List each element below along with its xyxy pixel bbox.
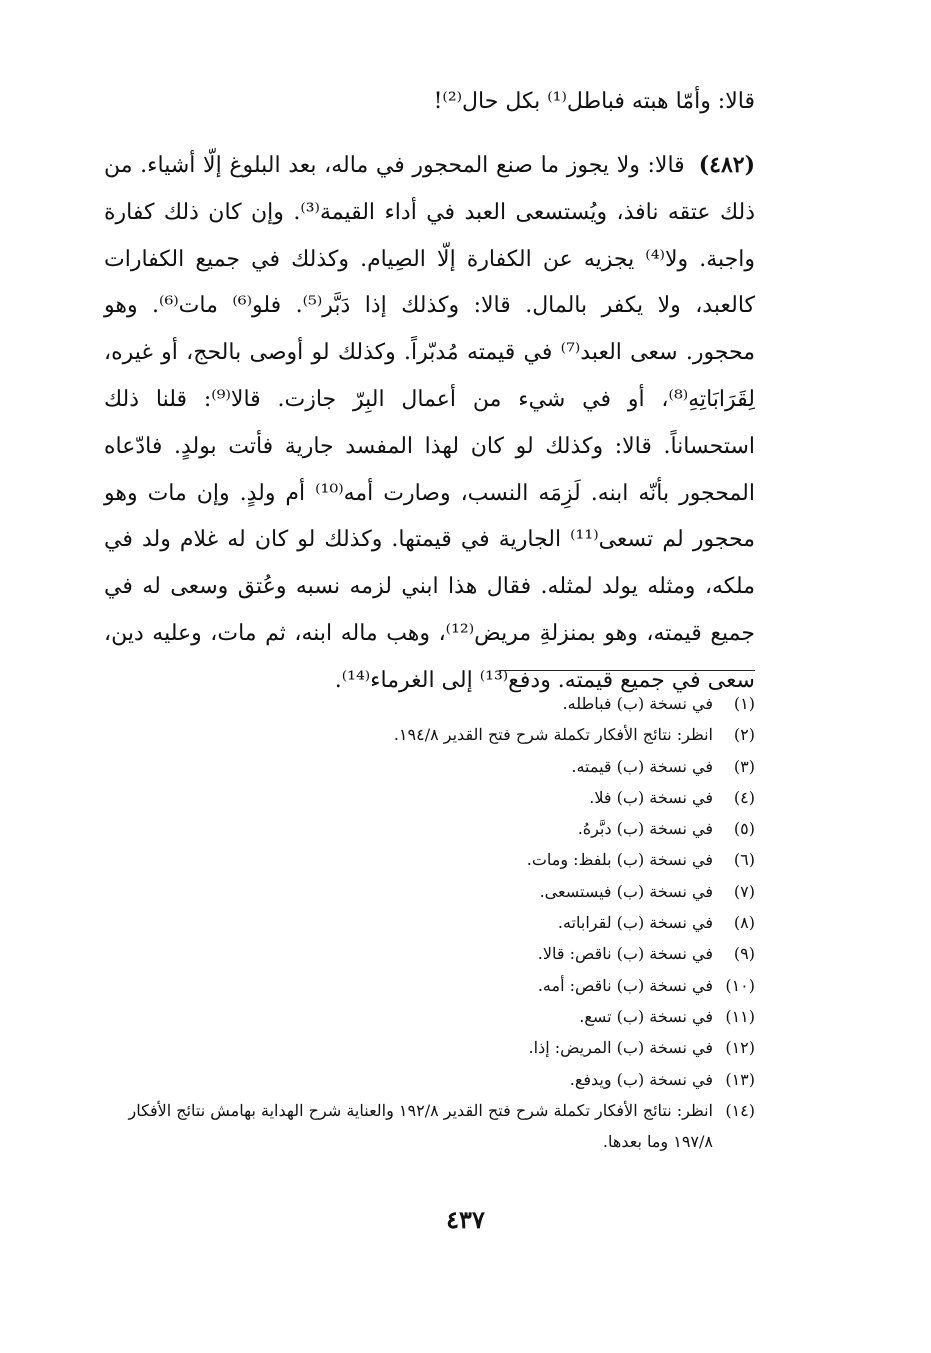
footnote-number: (٧) (733, 881, 755, 901)
footnote-number: (١٠) (725, 975, 755, 995)
footnote-text: في نسخة (ب) ناقص: قالا. (537, 944, 713, 964)
footnote-number: (٩) (733, 944, 755, 964)
footnote-text: في نسخة (ب) تسع. (579, 1006, 713, 1026)
footnote-item (104, 876, 755, 907)
footnote-text: انظر: نتائج الأفكار تكملة شرح فتح القدير ١٩٢/٨ والعناية شرح الهداية بهامش نتائج الأفكار ١٩٧/٨ وما بعدها. (128, 1100, 713, 1152)
footnote-item (104, 1064, 755, 1095)
footnote-item (104, 782, 755, 813)
paragraph-number: (٤٨٢) (698, 152, 755, 178)
footnotes-list (104, 688, 755, 1157)
footnote-text: في نسخة (ب) فلا. (589, 787, 713, 807)
footnote-item (104, 813, 755, 844)
footnote-text: في نسخة (ب) بلفظ: ومات. (526, 850, 713, 870)
footnote-text: في نسخة (ب) ويدفع. (569, 1069, 713, 1089)
opening-line: قالا: وأمّا هبته فباطل⁽¹⁾ بكل حال⁽²⁾! (433, 89, 755, 114)
page-number: ٤٣٧ (446, 1205, 485, 1234)
footnote-text: في نسخة (ب) قيمته. (571, 756, 713, 776)
footnote-text: في نسخة (ب) لقراباته. (557, 913, 713, 933)
footnote-item (104, 1001, 755, 1032)
footnote-item (104, 1032, 755, 1063)
footnote-number: (١١) (725, 1006, 755, 1026)
footnote-text: في نسخة (ب) فيستسعى. (539, 881, 713, 901)
footnote-number: (١٣) (725, 1069, 755, 1089)
paragraph-text: قالا: ولا يجوز ما صنع المحجور في ماله، بعد البلوغ إلّا أشياء. من ذلك عتقه نافذ، ويُستسعى العبد في أداء القيمة⁽³⁾. وإن كان ذلك كفارة واجبة. ولا⁽⁴⁾ يجزيه عن الكفارة إلّا الصِيام. وكذلك في جميع الكفارات كالعبد، ولا يكفر بالمال. قالا: وكذلك إذا دَبَّر⁽⁵⁾. فلو⁽⁶⁾ مات⁽⁶⁾. وهو محجور. سعى العبد⁽⁷⁾ في قيمته مُدبّراً. وكذلك لو أوصى بالحج، أو غيره، لِقَرَابَاتِهِ⁽⁸⁾، أو في شيء من أعمال البِرّ جازت. قالا⁽⁹⁾: قلنا ذلك استحساناً. قالا: وكذلك لو كان لهذا المفسد جارية فأتت بولدٍ. فادّعاه المحجور بأنّه ابنه. لَزِمَه النسب، وصارت أمه⁽¹⁰⁾ أم ولدٍ. وإن مات وهو محجور لم تسعى⁽¹¹⁾ الجارية في قيمتها. وكذلك لو كان له غلام ولد في ملكه، ومثله يولد لمثله. فقال هذا ابني لزمه نسبه وعُتق وسعى له في جميع قيمته، وهو بمنزلةِ مريض⁽¹²⁾، وهب ماله ابنه، ثم مات، وعليه دين، سعى في جميع قيمته. ودفع⁽¹³⁾ إلى الغرماء⁽¹⁴⁾. (104, 153, 756, 693)
footnote-number: (٥) (733, 819, 755, 839)
footnote-number: (١) (733, 694, 755, 713)
footnote-text: انظر: نتائج الأفكار تكملة شرح فتح القدير ١٩٤/٨. (393, 725, 713, 745)
footnote-text: في نسخة (ب) ناقص: أمه. (537, 975, 713, 995)
footnote-text: في نسخة (ب) دبَّرهُ. (577, 819, 713, 839)
footnote-number: (٢) (733, 725, 755, 745)
footnote-item (104, 844, 755, 875)
footnote-text: في نسخة (ب) فباطله. (562, 694, 713, 713)
footnote-text: في نسخة (ب) المريض: إذا. (528, 1038, 713, 1058)
footnote-item (104, 970, 755, 1001)
footnote-item (104, 938, 755, 969)
footnote-item (104, 1095, 755, 1158)
footnote-item (104, 719, 755, 750)
footnote-item (104, 688, 755, 719)
footnote-item (104, 907, 755, 938)
footnote-separator (499, 670, 755, 671)
footnote-number: (٨) (733, 913, 755, 933)
footnote-number: (٤) (733, 787, 755, 807)
footnote-number: (١٢) (725, 1038, 755, 1058)
footnote-number: (٦) (733, 850, 755, 870)
footnote-number: (٣) (733, 756, 755, 776)
main-paragraph (104, 142, 755, 705)
footnote-item (104, 751, 755, 782)
footnote-number: (١٤) (725, 1100, 755, 1120)
